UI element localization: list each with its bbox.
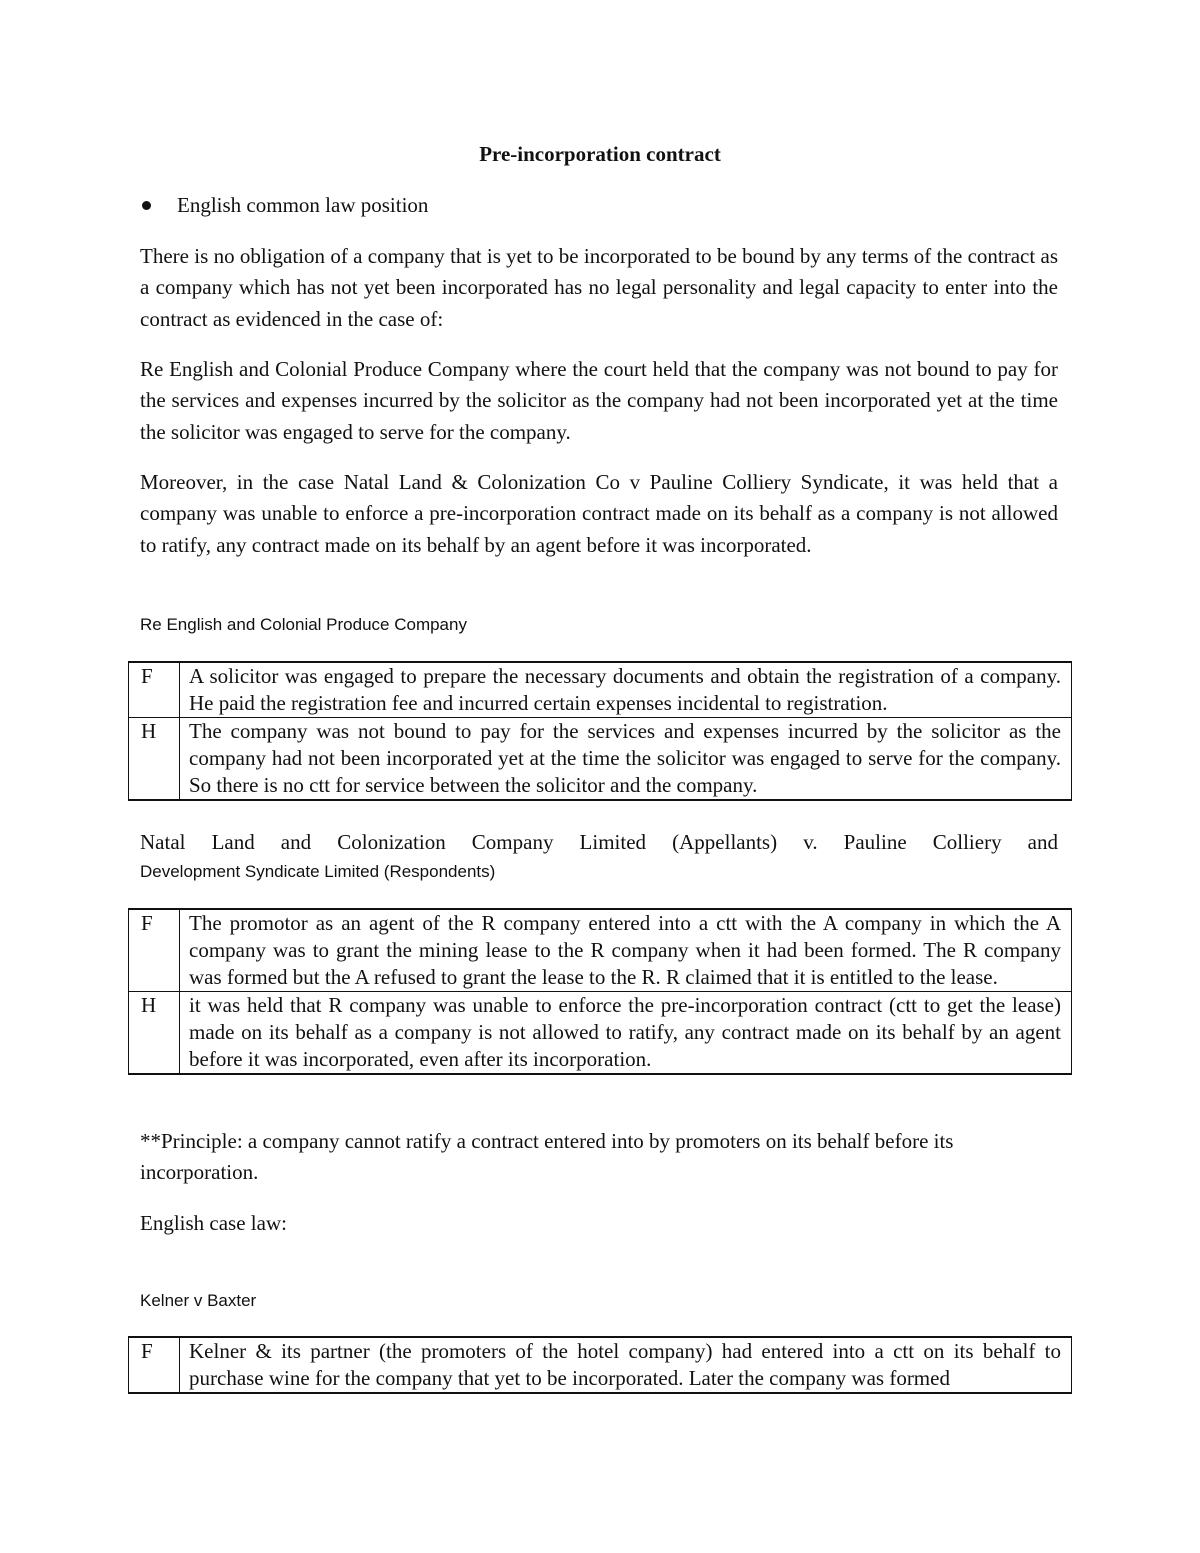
row-label: H: [129, 718, 180, 801]
bullet-item: [140, 193, 428, 218]
table-row: [129, 992, 1072, 1075]
row-label: F: [129, 909, 180, 992]
case-table-kelner: [128, 1336, 1072, 1394]
paragraph-re-english: Re English and Colonial Produce Company where the court held that the company was not bound to pay for the services and expenses incurred by the solicitor as the company had not been incorporated yet at the time the solicitor was engaged to serve for the company.: [140, 357, 1058, 444]
case-heading-re-english: Re English and Colonial Produce Company: [140, 615, 467, 634]
row-label: F: [129, 1337, 180, 1393]
case-table-re-english: [128, 661, 1072, 801]
row-text: A solicitor was engaged to prepare the necessary documents and obtain the registration of a company. He paid the registration fee and incurred certain expenses incidental to registration.: [180, 662, 1072, 718]
row-text: The promotor as an agent of the R company entered into a ctt with the A company in which the A company was to grant the mining lease to the R company when it had been formed. The R company was formed but the A refused to grant the lease to the R. R claimed that it is entitled to the lease.: [180, 909, 1072, 992]
row-label: F: [129, 662, 180, 718]
table-row: [129, 718, 1072, 801]
paragraph-obligation: There is no obligation of a company that is yet to be incorporated to be bound by any terms of the contract as a company which has not yet been incorporated has no legal personality and legal capacity to enter into the contract as evidenced in the case of:: [140, 244, 1058, 331]
bullet-icon: [142, 201, 151, 210]
table-row: [129, 1337, 1072, 1393]
bullet-text: English common law position: [177, 193, 429, 217]
case-heading-natal: [140, 827, 1058, 886]
table-row: [129, 662, 1072, 718]
row-text: The company was not bound to pay for the services and expenses incurred by the solicitor as the company had not been incorporated yet at the time the solicitor was engaged to serve for the company. So there is no ctt for service between the solicitor and the company.: [180, 718, 1072, 801]
row-text: it was held that R company was unable to enforce the pre-incorporation contract (ctt to get the lease) made on its behalf as a company is not allowed to ratify, any contract made on its behalf by an agent before it was incorporated, even after its incorporation.: [180, 992, 1072, 1075]
row-label: H: [129, 992, 180, 1075]
row-text: Kelner & its partner (the promoters of the hotel company) had entered into a ctt on its behalf to purchase wine for the company that yet to be incorporated. Later the company was formed: [180, 1337, 1072, 1393]
case-law-heading: English case law:: [140, 1211, 287, 1235]
table-row: [129, 909, 1072, 992]
case-heading-natal-line1: Natal Land and Colonization Company Limited (Appellants) v. Pauline Colliery and: [140, 830, 1058, 854]
case-heading-kelner: Kelner v Baxter: [140, 1291, 257, 1310]
page-title: Pre-incorporation contract: [479, 142, 721, 166]
paragraph-natal: Moreover, in the case Natal Land & Colonization Co v Pauline Colliery Syndicate, it was held that a company was unable to enforce a pre-incorporation contract made on its behalf as a company is not allowed to ratify, any contract made on its behalf by an agent before it was incorporated.: [140, 470, 1058, 557]
principle-text: **Principle: a company cannot ratify a contract entered into by promoters on its behalf before its incorporation.: [140, 1129, 954, 1185]
case-table-natal: [128, 908, 1072, 1075]
case-heading-natal-line2: Development Syndicate Limited (Respondents): [140, 862, 496, 881]
